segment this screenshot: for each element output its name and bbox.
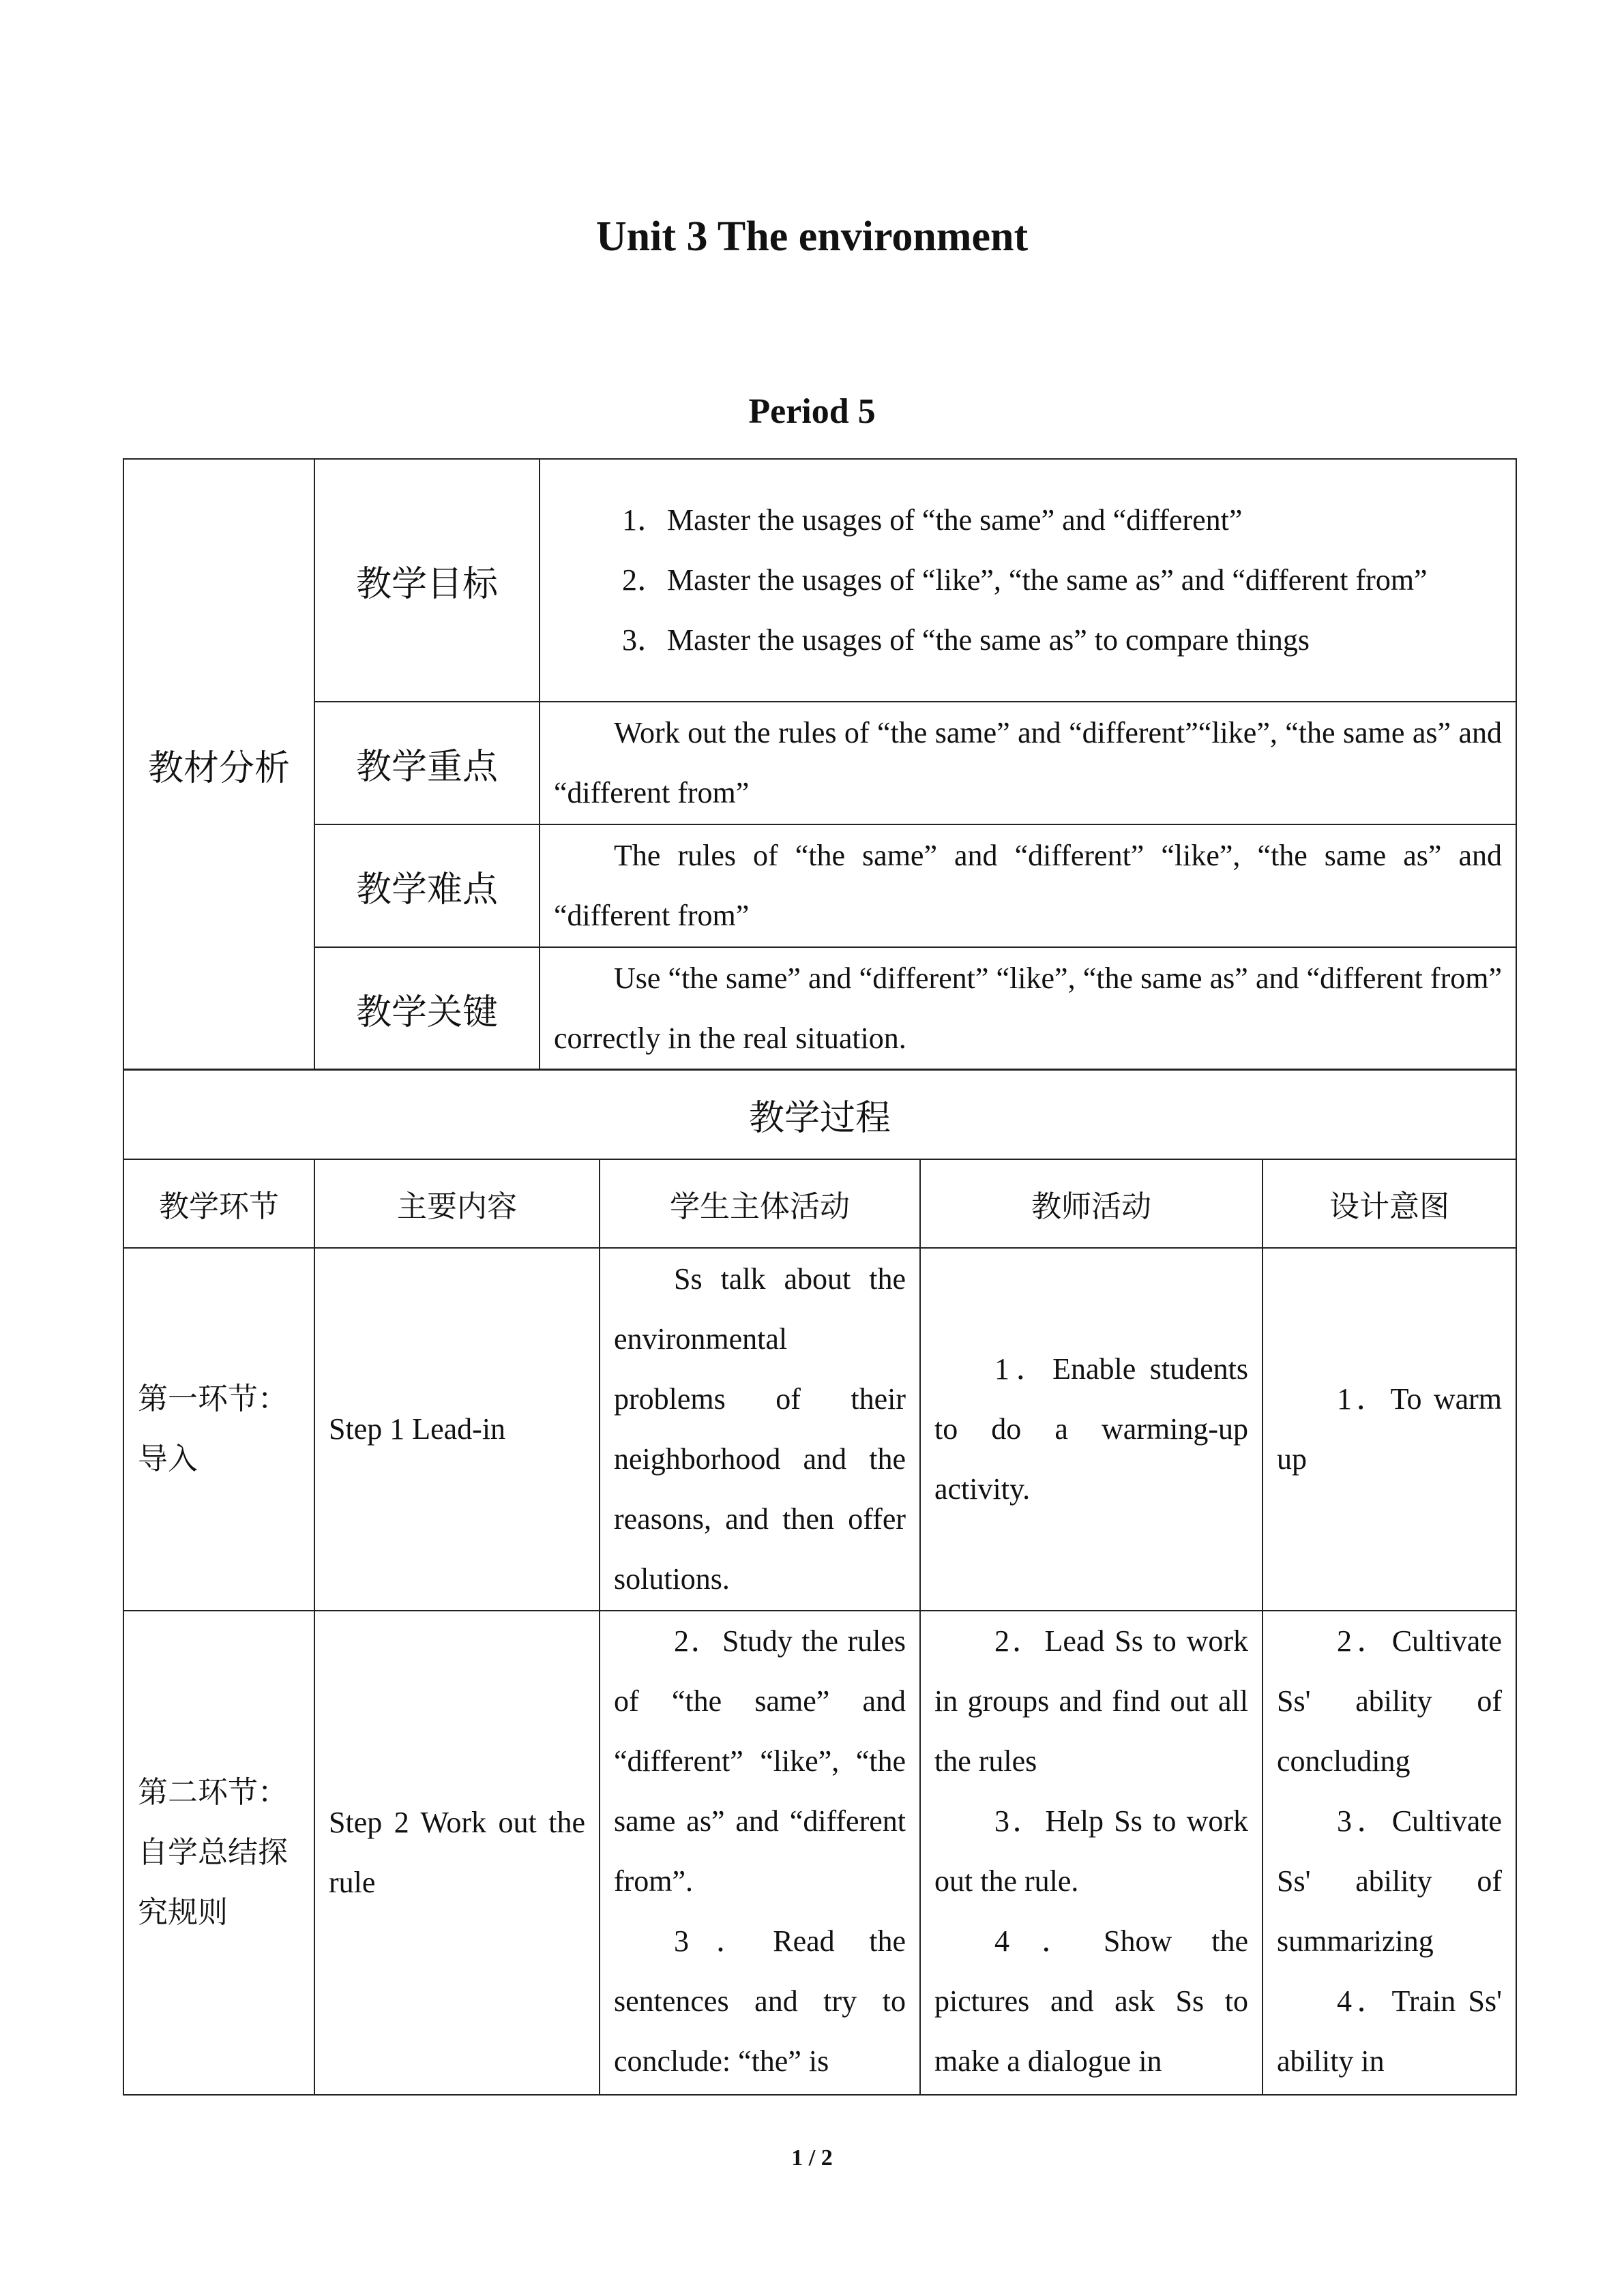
header-stage: 教学环节 — [123, 1159, 314, 1248]
goal-line-3: 3．Master the usages of “the same as” to compare things — [622, 623, 1310, 657]
teacher-cell — [920, 1248, 1263, 1611]
purpose-item: 2．Cultivate Ss' ability of concluding — [1277, 1624, 1503, 1778]
purpose-cell — [1263, 1611, 1516, 2095]
student-cell — [600, 1248, 920, 1611]
period-heading: Period 5 — [748, 392, 876, 431]
teacher-activity: 3．Help Ss to work out the rule. — [934, 1804, 1248, 1898]
row-label-goals: 教学目标 — [314, 459, 540, 702]
goals-cell — [540, 459, 1516, 702]
table-row — [123, 1248, 1516, 1611]
row-label-key: 教学关键 — [314, 947, 540, 1070]
page-number: 1 / 2 — [791, 2145, 833, 2171]
process-table — [123, 1069, 1517, 2096]
teacher-cell — [920, 1611, 1263, 2095]
stage-cell: 第二环节：自学总结探究规则 — [123, 1611, 314, 2095]
key-text: Use “the same” and “different” “like”, “the same as” and “different from” correctly in the real situation. — [554, 961, 1502, 1055]
header-teacher: 教师活动 — [920, 1159, 1263, 1248]
analysis-group-label: 教材分析 — [123, 459, 314, 1070]
purpose-item: 1．To warm up — [1277, 1382, 1503, 1476]
header-content: 主要内容 — [314, 1159, 600, 1248]
student-cell — [600, 1611, 920, 2095]
goal-line-2: 2．Master the usages of “like”, “the same as” and “different from” — [622, 563, 1428, 597]
document-title: Unit 3 The environment — [595, 213, 1029, 260]
purpose-item: 4．Train Ss' ability in — [1277, 1984, 1503, 2078]
row-label-key-points: 教学重点 — [314, 702, 540, 824]
content-cell: Step 2 Work out the rule — [314, 1611, 600, 2095]
key-cell — [540, 947, 1516, 1070]
difficulties-text: The rules of “the same” and “different” “like”, “the same as” and “different from” — [554, 839, 1502, 932]
goal-line-1: 1．Master the usages of “the same” and “different” — [622, 503, 1243, 537]
header-student: 学生主体活动 — [600, 1159, 920, 1248]
student-activity: 2．Study the rules of “the same” and “different” “like”, “the same as” and “different from”. — [614, 1624, 906, 1898]
key-points-cell — [540, 702, 1516, 824]
difficulties-cell — [540, 824, 1516, 947]
purpose-cell — [1263, 1248, 1516, 1611]
header-purpose: 设计意图 — [1263, 1159, 1516, 1248]
teacher-activity: 4．Show the pictures and ask Ss to make a dialogue in — [934, 1924, 1248, 2078]
table-row — [123, 1611, 1516, 2095]
content-cell: Step 1 Lead-in — [314, 1248, 600, 1611]
process-title: 教学过程 — [123, 1069, 1516, 1159]
stage-cell: 第一环节：导入 — [123, 1248, 314, 1611]
teacher-activity: 1．Enable students to do a warming-up activity. — [934, 1352, 1248, 1506]
teacher-activity: 2．Lead Ss to work in groups and find out all the rules — [934, 1624, 1248, 1778]
student-activity: 3．Read the sentences and try to conclude: “the” is — [614, 1924, 906, 2078]
student-activity: Ss talk about the environmental problems of their neighborhood and the reasons, and then offer solutions. — [614, 1262, 906, 1596]
analysis-table — [123, 458, 1517, 1071]
key-points-text: Work out the rules of “the same” and “different”“like”, “the same as” and “different from” — [554, 716, 1502, 809]
row-label-difficulties: 教学难点 — [314, 824, 540, 947]
purpose-item: 3．Cultivate Ss' ability of summarizing — [1277, 1804, 1503, 1958]
